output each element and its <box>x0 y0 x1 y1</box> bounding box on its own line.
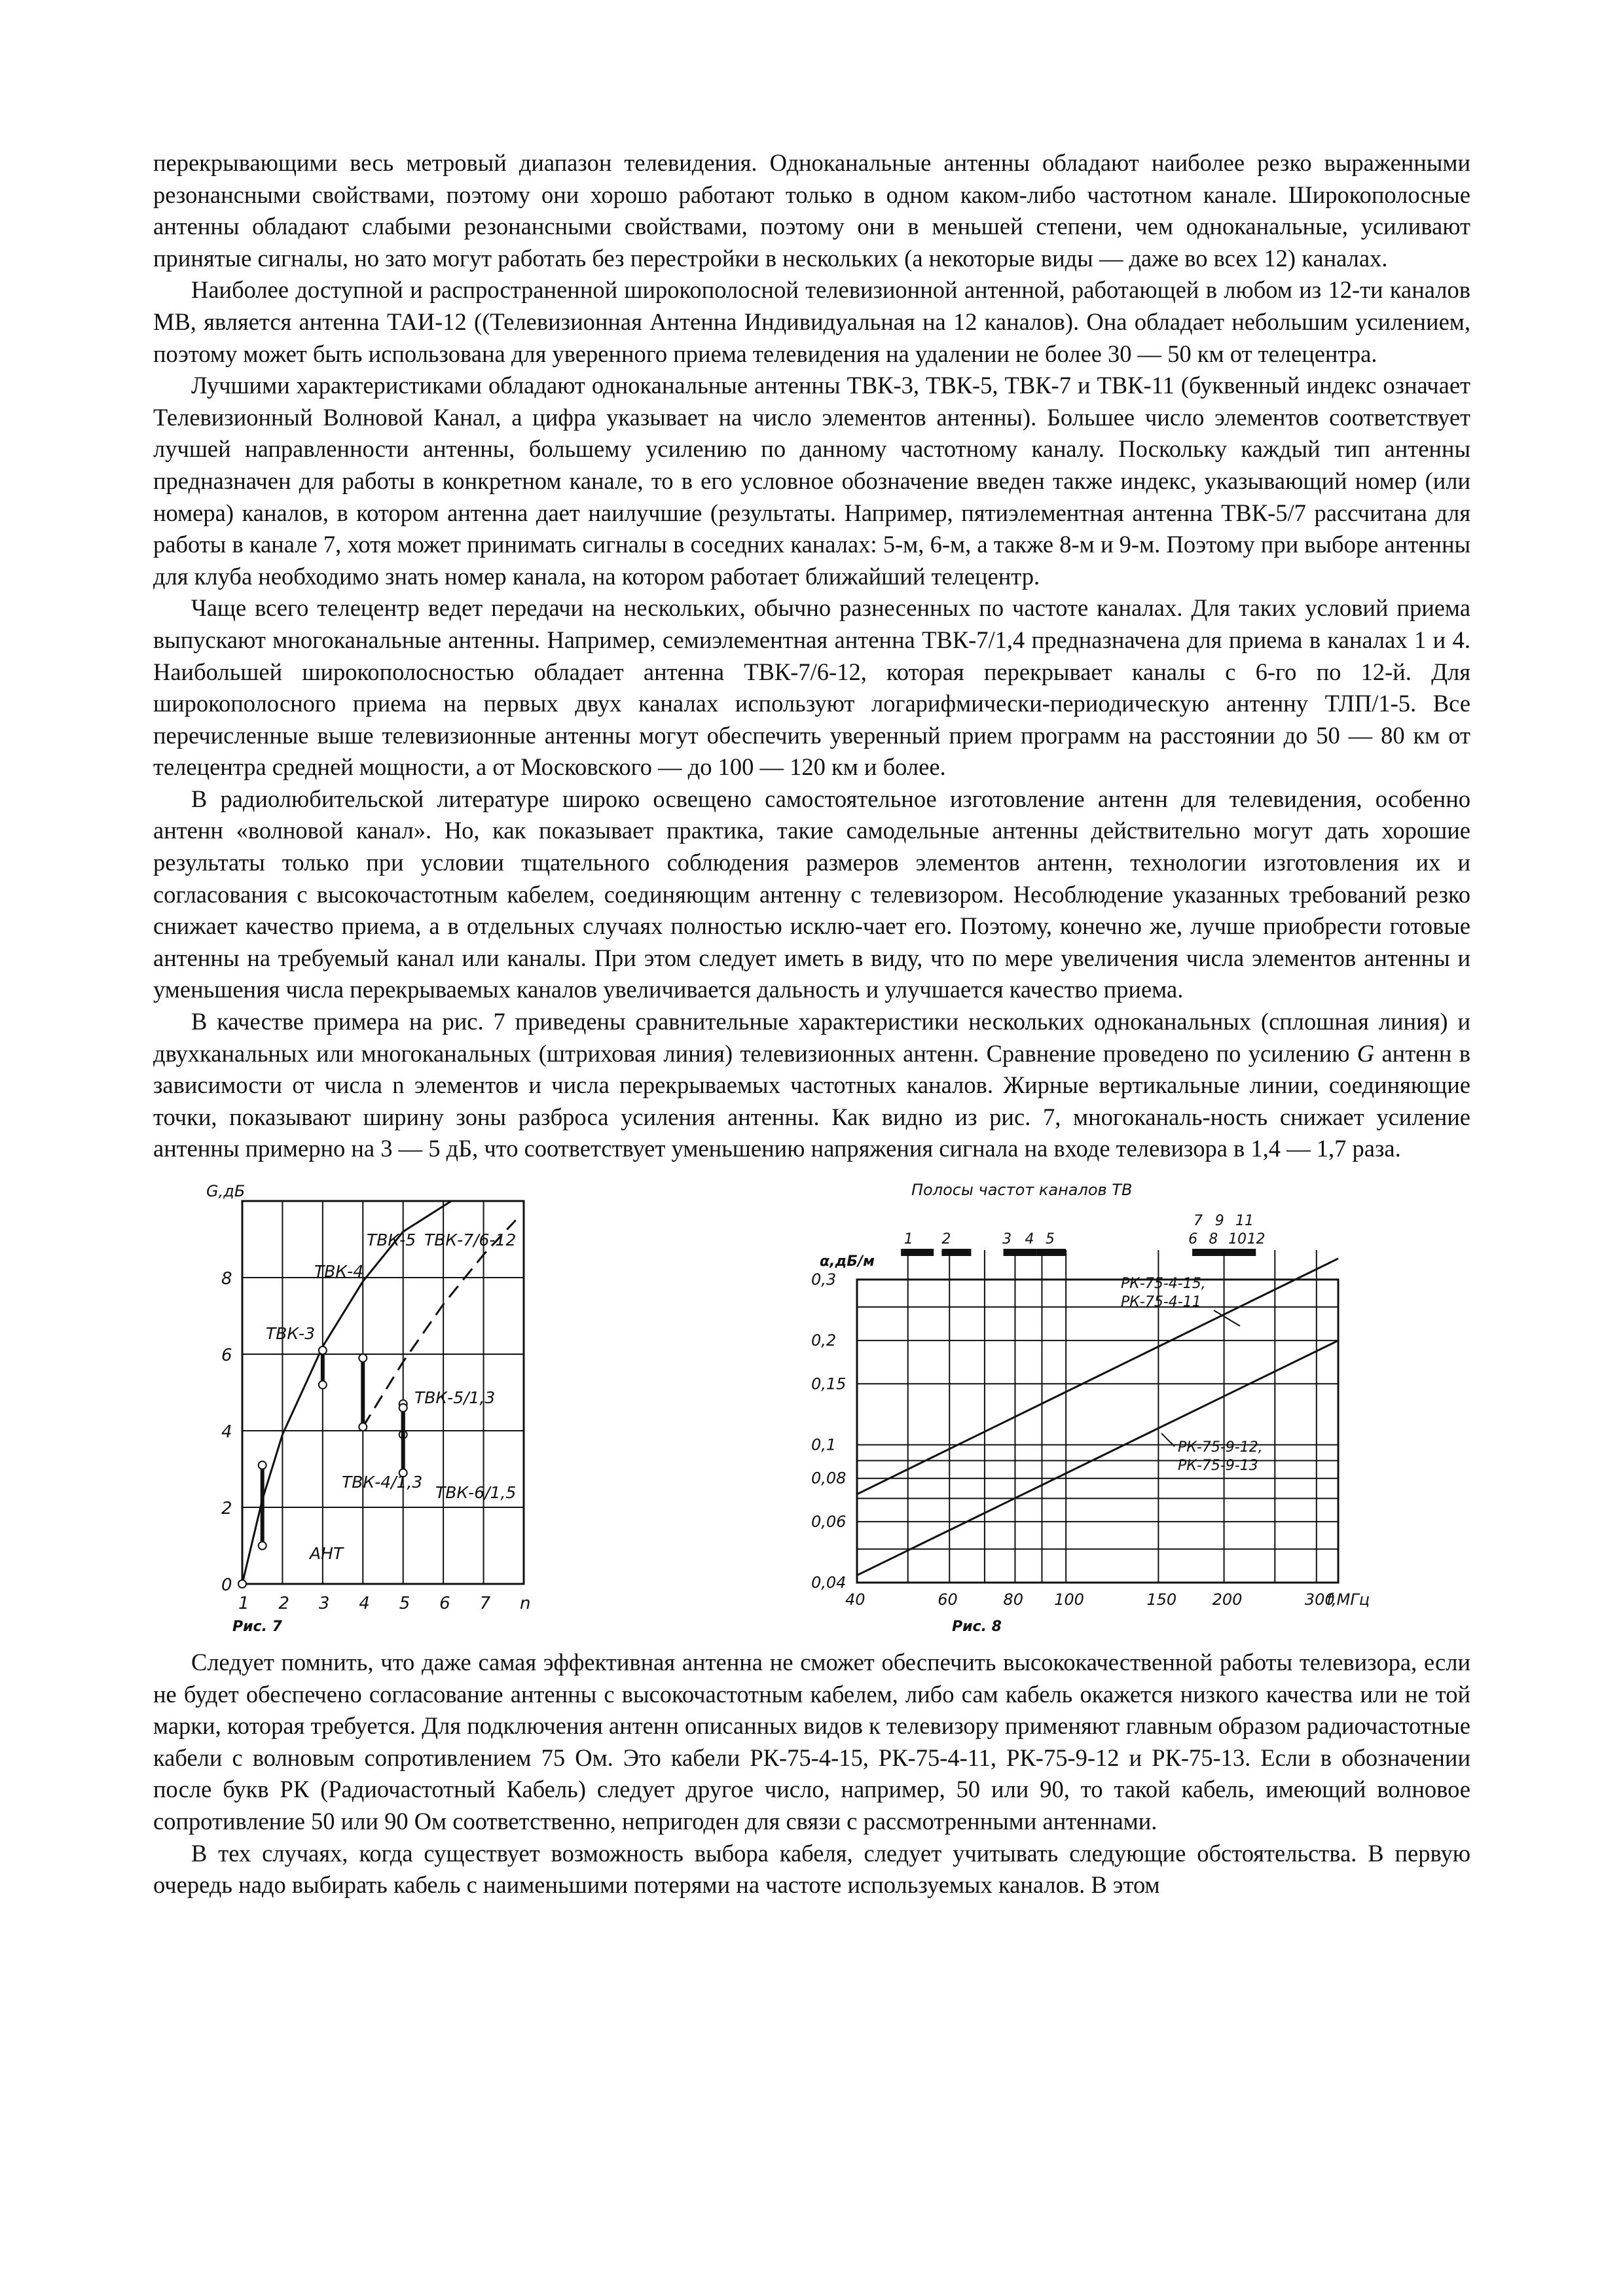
channel-band <box>941 1249 971 1256</box>
figure-caption: Рис. 8 <box>952 1619 1002 1635</box>
paragraph: Следует помнить, что даже самая эффективная антенна не сможет обеспечить высококачественной работы телевизора, если не будет обеспечено согласование антенны с высокочастотным кабелем, либо сам кабель окажется низкого качества или не той марки, которая требуется. Для подключения антенн описанных видов к телевизору применяют главным образом радиочастотные кабели с волновым сопротивлением 75 Ом. Это кабели РК-75-4-15, РК-75-4-11, РК-75-9-12 и РК-75-13. Если в обозначении после букв РК (Радиочастотный Кабель) следует другое число, например, 50 или 90, то такой кабель, имеющий волновое сопротивление 50 или 90 Ом соответственно, непригоден для связи с рассмотренными антеннами. <box>153 1649 1470 1835</box>
x-tick-label: 2 <box>278 1594 289 1613</box>
channel-number: 3 <box>1002 1231 1012 1247</box>
y-tick-label: 0,2 <box>811 1331 837 1350</box>
paragraph-figure-reference <box>153 1006 1470 1165</box>
y-tick-label: 2 <box>221 1499 232 1518</box>
x-tick-label: 6 <box>439 1594 450 1613</box>
figures-row <box>153 1172 1470 1641</box>
x-tick-label: 300 <box>1304 1590 1335 1609</box>
text-run: антенн в зависимости от числа n элементов и числа перекрываемых частотных каналов. Жирные вертикальные линии, соединяющие точки, показывают ширину зоны разброса усиления антенны. Как видно из рис. 7, многоканаль-ность снижает усиление антенны примерно на 3 — 5 дБ, что соответствует уменьшению напряжения сигнала на входе телевизора в 1,4 — 1,7 раза. <box>153 1039 1470 1162</box>
chart-label: АНТ <box>310 1544 344 1563</box>
chart-label: ТВК-4/1,3 <box>342 1473 423 1492</box>
chart-annotations <box>820 1253 1263 1474</box>
origin-point <box>238 1580 246 1588</box>
chart-label: ТВК-5/1,3 <box>414 1388 496 1407</box>
paragraph: В радиолюбительской литературе широко освещено самостоятельное изготовление антенн для телевидения, особенно антенн «волновой канал». Но, как показывает практика, такие самодельные антенны действительно могут дать хорошие результаты только при условии тщательного соблюдения размеров элементов антенн, технологии изготовления их и согласования с высокочастотным кабелем, соединяющим антенну с телевизором. Несоблюдение указанных требований резко снижает качество приема, а в отдельных случаях полностью исклю-чает его. Поэтому, конечно же, лучше приобрести готовые антенны на требуемый канал или каналы. При этом следует иметь в виду, что по мере увеличения числа элементов антенны и уменьшения числа перекрываемых каналов увеличивается дальность и улучшается качество приема. <box>153 785 1470 1003</box>
channel-band <box>1004 1249 1037 1256</box>
chart-label: ТВК-7/6-12 <box>424 1230 517 1249</box>
spread-point <box>259 1542 266 1550</box>
text-run: В качестве примера на рис. 7 приведены сравнительные характеристики нескольких одноканальных (сплошная линия) и двухканальных или многоканальных (штриховая линия) телевизионных антенн. Сравнение проведено по усилению <box>153 1008 1470 1067</box>
x-tick-label: 200 <box>1212 1590 1243 1609</box>
chart-tick-labels <box>221 1269 530 1613</box>
paragraph: Лучшими характеристиками обладают одноканальные антенны ТВК-3, ТВК-5, ТВК-7 и ТВК-11 (буквенный индекс означает Телевизионный Волновой Канал, а цифра указывает на число элементов антенны). Большее число элементов соответствует лучшей направленности антенны, большему усилению по данному частотному каналу. Поскольку каждый тип антенны предназначен для работы в конкретном канале, то в его условное обозначение введен также индекс, указывающий номер (или номера) каналов, в котором антенна дает наилучшие (результаты. Например, пятиэлементная антенна ТВК-5/7 рассчитана для работы в канале 7, хотя может принимать сигналы в соседних каналах: 5-м, 6-м, а также 8-м и 9-м. Поэтому при выборе антенны для клуба необходимо знать номер канала, на котором работает ближайший телецентр. <box>153 372 1470 590</box>
channel-number: 8 <box>1209 1231 1218 1247</box>
figure-8 <box>742 1172 1371 1640</box>
figure-7 <box>170 1172 556 1640</box>
chart-label: ТВК-3 <box>266 1324 316 1343</box>
x-tick-label: 150 <box>1146 1590 1177 1609</box>
y-tick-label: 0,3 <box>811 1270 837 1289</box>
x-tick-label: 5 <box>399 1594 410 1613</box>
channel-number: 7 <box>1193 1213 1203 1229</box>
channel-band <box>901 1249 934 1256</box>
x-tick-label: 7 <box>479 1594 491 1613</box>
channel-band <box>1037 1249 1067 1256</box>
y-tick-label: 6 <box>221 1346 232 1365</box>
legend-label: РК-75-9-13 <box>1178 1458 1258 1474</box>
gain-chart <box>170 1172 556 1640</box>
channel-number: 9 <box>1214 1213 1224 1229</box>
attenuation-chart <box>742 1172 1371 1640</box>
spread-point <box>319 1381 327 1389</box>
paragraph: Чаще всего телецентр ведет передачи на нескольких, обычно разнесенных по частоте каналах. Для таких условий приема выпускают многоканальные антенны. Например, семиэлементная антенна ТВК-7/1,4 предназначена для приема в каналах 1 и 4. Наибольшей широкополосностью обладает антенна ТВК-7/6-12, которая перекрывает каналы с 6-го по 12-й. Для широкополосного приема на первых двух каналах используют логарифмически-периодическую антенну ТЛП/1-5. Все перечисленные выше телевизионные антенны могут обеспечить уверенный прием программ на расстоянии до 50 — 80 км от телецентра средней мощности, а от Московского — до 100 — 120 км и более. <box>153 594 1470 781</box>
channel-number: 12 <box>1247 1231 1266 1247</box>
y-tick-label: 8 <box>221 1269 232 1289</box>
page-body <box>153 147 1470 1901</box>
y-tick-label: 4 <box>221 1422 232 1442</box>
x-tick-label: 40 <box>845 1590 866 1609</box>
chart-series <box>857 1259 1338 1575</box>
chart-label: ТВК-5 <box>367 1230 416 1249</box>
x-tick-label: 3 <box>318 1594 330 1613</box>
y-axis-label: G,дБ <box>206 1182 246 1200</box>
x-tick-label: 1 <box>238 1594 249 1613</box>
chart-label: ТВК-4 <box>314 1262 364 1281</box>
y-tick-label: 0,15 <box>811 1374 847 1393</box>
channel-number: 10 <box>1228 1231 1247 1247</box>
x-axis-label: f,МГц <box>1326 1590 1370 1609</box>
y-tick-label: 0,08 <box>811 1469 847 1488</box>
channel-number: 11 <box>1235 1213 1254 1229</box>
paragraph: Наиболее доступной и распространенной широкополосной телевизионной антенной, работающей в любом из 12-ти каналов MB, является антенна ТАИ-12 ((Телевизионная Антенна Индивидуальная на 12 каналов). Она обладает небольшим усилением, поэтому может быть использована для уверенного приема телевидения на удалении не более 30 — 50 км от телецентра. <box>153 276 1470 367</box>
spread-point <box>319 1346 327 1354</box>
channel-bands <box>901 1213 1265 1256</box>
channel-number: 6 <box>1188 1231 1198 1247</box>
y-tick-label: 0,06 <box>811 1512 847 1531</box>
legend-label: РК-75-4-15, <box>1121 1276 1206 1292</box>
channel-number: 5 <box>1045 1231 1055 1247</box>
chart-label: ТВК-6/1,5 <box>435 1483 517 1502</box>
channel-number: 1 <box>903 1231 913 1247</box>
chart-grid <box>857 1250 1338 1583</box>
gain-symbol: G <box>1357 1039 1375 1067</box>
channel-number: 4 <box>1025 1231 1034 1247</box>
legend-label: РК-75-4-11 <box>1121 1294 1201 1310</box>
y-tick-label: 0,04 <box>811 1573 847 1592</box>
plot-frame <box>857 1280 1338 1583</box>
x-tick-label: 4 <box>359 1594 370 1613</box>
spread-point <box>259 1462 266 1469</box>
x-tick-label: 60 <box>938 1590 958 1609</box>
figure-caption: Рис. 7 <box>232 1619 282 1635</box>
channel-number: 2 <box>941 1231 951 1247</box>
chart-title: Полосы частот каналов ТВ <box>911 1181 1133 1199</box>
y-tick-label: 0 <box>221 1575 232 1595</box>
spread-point <box>359 1423 367 1431</box>
x-tick-label: 100 <box>1054 1590 1084 1609</box>
y-tick-label: 0,1 <box>811 1435 837 1454</box>
spread-point <box>399 1404 407 1412</box>
x-tick-label: 80 <box>1003 1590 1023 1609</box>
x-tick-label: n <box>520 1594 531 1613</box>
paragraph: В тех случаях, когда существует возможность выбора кабеля, следует учитывать следующие обстоятельства. В первую очередь надо выбирать кабель с наименьшими потерями на частоте используемых каналов. В этом <box>153 1839 1470 1899</box>
spread-point <box>359 1354 367 1362</box>
y-axis-label: α,дБ/м <box>820 1253 875 1270</box>
chart-tick-labels <box>811 1270 1370 1609</box>
paragraph: перекрывающими весь метровый диапазон телевидения. Одноканальные антенны обладают наиболее резко выраженными резонансными свойствами, поэтому они хорошо работают только в одном каком-либо частотном канале. Широкополосные антенны обладают слабыми резонансными свойствами, поэтому они в меньшей степени, чем одноканальные, усиливают принятые сигналы, но зато могут работать без перестройки в нескольких (а некоторые виды — даже во всех 12) каналах. <box>153 149 1470 272</box>
legend-label: РК-75-9-12, <box>1178 1439 1263 1456</box>
